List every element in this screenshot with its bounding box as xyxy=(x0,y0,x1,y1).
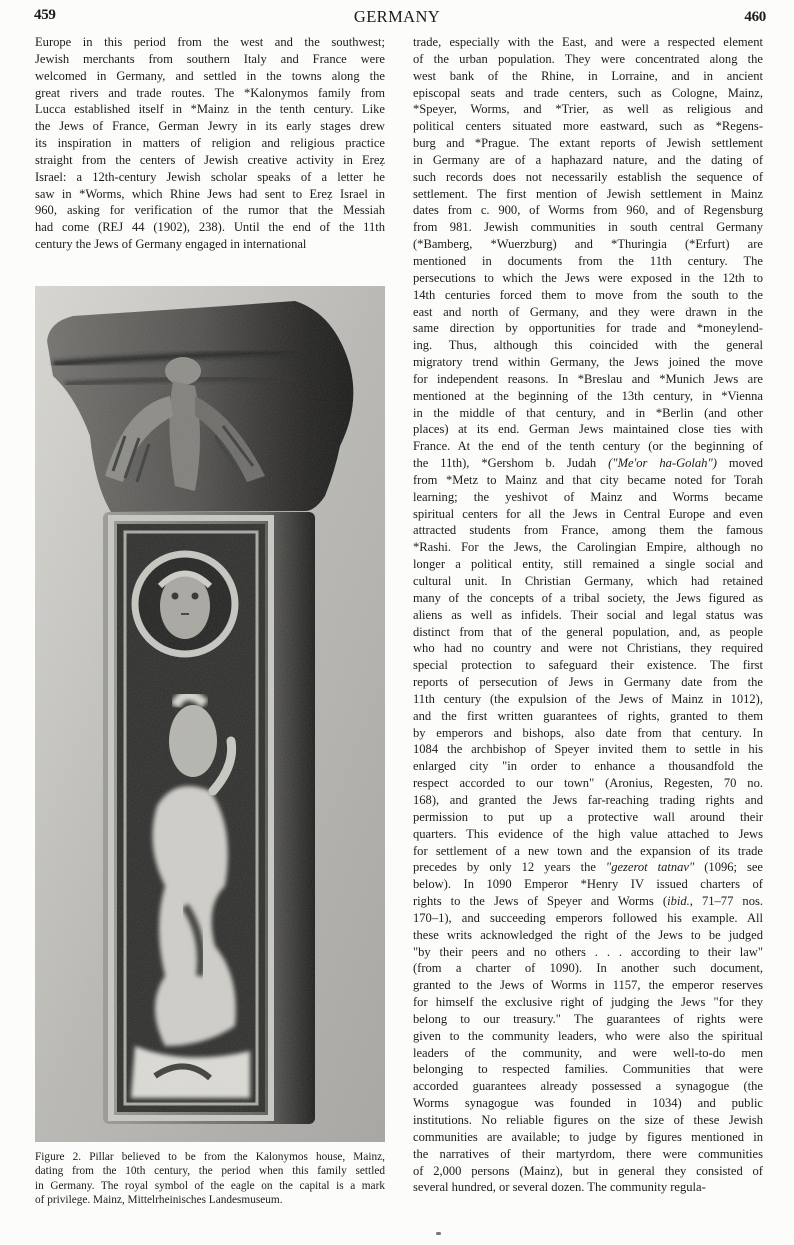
text-line: persecutions to which the Jews were exposed in the 12th to xyxy=(413,270,763,285)
text-line: learning; the yeshivot of Mainz and Worms became xyxy=(413,489,763,504)
text-line: spiritual centers for all the Jews in Central Europe and even xyxy=(413,506,763,521)
text-line: for himself the exclusive right of judging the Jews "for they xyxy=(413,995,763,1010)
text-line: west bank of the Rhine, in Lorraine, and in ancient xyxy=(413,68,763,83)
text-line: 1084 the archbishop of Speyer invited them to settle in his xyxy=(413,742,763,757)
text-line: (*Bamberg, *Wuerzburg) and *Thuringia (*Erfurt) are xyxy=(413,237,763,252)
text-line: reports of persecution of Jews in Germany date from the xyxy=(413,675,763,690)
text-line: dates from c. 900, of Worms from 960, and of Regensburg xyxy=(413,203,763,218)
text-line: saw in *Worms, which Rhine Jews had sent to Ereẓ Israel in xyxy=(35,186,385,201)
text-line: in Germany are of a haphazard nature, and the dating of xyxy=(413,152,763,167)
text-line: of the urban population. They were concentrated along the xyxy=(413,51,763,66)
text-line: and the first written guarantees of rights, granted to them xyxy=(413,708,763,723)
left-column-text xyxy=(35,34,385,253)
text-line: episcopal seats and trade centers, such as Cologne, Mainz, xyxy=(413,85,763,100)
text-line: enlarged city "in order to enhance a thousandfold the xyxy=(413,759,763,774)
text-line: "by their peers and no others . . . according to their law" xyxy=(413,944,763,959)
text-line: by emperors and bishops, also date from that century. In xyxy=(413,725,763,740)
text-line: granted to the Jews of Worms in 1157, the emperor reserves xyxy=(413,978,763,993)
text-line: from 981. Jewish communities in south central Germany xyxy=(413,220,763,235)
right-page-number: 460 xyxy=(744,9,766,25)
text-line: leaders of the community, and were well-to-do men xyxy=(413,1045,763,1060)
text-line: many of the concepts of a tribal society, the Jews figured as xyxy=(413,590,763,605)
text-line: century the Jews of Germany engaged in international xyxy=(35,237,307,252)
text-line: cultural unit. In Christian Germany, which had retained xyxy=(413,574,763,588)
print-speck xyxy=(436,1232,441,1235)
text-line: *Rashi. For the Jews, the Carolingian Empire, although no xyxy=(413,540,763,555)
text-line: France. At the end of the tenth century (or the beginning of xyxy=(413,439,763,454)
text-line: *Speyer, Worms, and *Trier, as well as religious and xyxy=(413,102,763,117)
text-line: the Jews of France, German Jewry in its early stages drew xyxy=(35,119,385,134)
text-line: respect accorded to our town" (Aronius, Regesten, 70 no. xyxy=(413,776,763,791)
text-line: 11th century (the expulsion of the Jews of Mainz in 1012), xyxy=(413,691,763,706)
text-line: aliens as well as infidels. Their social and legal status was xyxy=(413,607,763,622)
text-line: its inspiration in matters of religion and religious practice xyxy=(35,136,385,151)
text-line: in the middle of that century, and in *Berlin (and other xyxy=(413,405,763,420)
text-line: Jewish merchants from southern Italy and France were xyxy=(35,51,385,66)
text-line: Lucca established itself in *Mainz in the tenth century. Like xyxy=(35,102,385,117)
text-line: institutions. No reliable figures on the size of these Jewish xyxy=(413,1113,763,1127)
right-column-text xyxy=(413,34,763,1196)
text-line: special protection to safeguard their existence. The first xyxy=(413,658,763,673)
text-line: belonging to respected families. Communities that were xyxy=(413,1062,763,1077)
text-line: 168), and granted the Jews far-reaching trading rights and xyxy=(413,792,763,807)
text-line: Worms synagogue was founded in 1034) and public xyxy=(413,1096,763,1111)
text-line: 960, asking for verification of the rumor that the Messiah xyxy=(35,203,385,218)
text-line: longer a political entity, still remained a single social and xyxy=(413,557,763,572)
text-line: given to the community leaders, who were also the spiritual xyxy=(413,1028,763,1043)
figure-caption xyxy=(35,1150,385,1207)
text-line: who had no country and were not Christians, they required xyxy=(413,641,763,656)
text-line: Europe in this period from the west and the southwest; xyxy=(35,35,385,49)
text-line: permission to put up a protective wall around their xyxy=(413,809,763,824)
text-line: of privilege. Mainz, Mittelrheinisches Landesmuseum. xyxy=(35,1193,283,1206)
text-line: 170–1), and succeeding emperors followed his example. All xyxy=(413,910,763,925)
text-line: of 2,000 persons (Mainz), but in general they consisted of xyxy=(413,1163,763,1178)
text-line: attracted students from France, among them the famous xyxy=(413,523,763,538)
text-line: such records does not necessarily establish the sequence of xyxy=(413,169,763,184)
text-line: communities are available; to judge by figures mentioned in xyxy=(413,1129,763,1144)
text-line: for independent reasons. In *Breslau and *Munich Jews are xyxy=(413,371,763,386)
left-page-number: 459 xyxy=(34,7,56,23)
text-line: burg and *Prague. The extant reports of Jewish settlement xyxy=(413,136,763,151)
text-line: precedes by only 12 years the "gezerot tatnav" (1096; see xyxy=(413,860,763,875)
text-line: rights to the Jews of Speyer and Worms (ibid., 71–77 nos. xyxy=(413,894,764,909)
text-line: 14th centuries forced them to move from the south to the xyxy=(413,287,763,302)
figure-pillar xyxy=(35,286,385,1142)
text-line: same direction by opportunities for trade and *moneylend- xyxy=(413,321,763,336)
text-line: settlement. The first mention of Jewish settlement in Mainz xyxy=(413,186,763,201)
text-line: mentioned at the beginning of the 13th century, in *Vienna xyxy=(413,388,763,403)
text-line: political centers situated more eastward, such as *Regens- xyxy=(413,119,763,134)
text-line: east and north of Germany, and they were drawn in the xyxy=(413,304,763,319)
text-line: these writs acknowledged the right of the Jews to be judged xyxy=(413,927,763,942)
text-line: accorded guarantees already possessed a synagogue (the xyxy=(413,1079,763,1094)
text-line: dating from the 10th century, the period when this family settled xyxy=(35,1165,385,1178)
text-line: belong to our treasury." The guarantees of rights were xyxy=(413,1011,763,1026)
running-head-title: GERMANY xyxy=(353,7,441,26)
text-line: below). In 1090 Emperor *Henry IV issued charters of xyxy=(413,877,763,892)
text-line: trade, especially with the East, and were a respected element xyxy=(413,35,763,49)
text-line: places) at its end. German Jews maintained close ties with xyxy=(413,422,763,437)
text-line: for settlement of a new town and the expansion of its trade xyxy=(413,843,763,858)
text-line: the 11th), *Gershom b. Judah ("Me'or ha-Golah") moved xyxy=(413,456,764,471)
text-line: (from a charter of 1090). In another such document, xyxy=(413,961,763,976)
text-line: quarters. This evidence of the high value attached to Jews xyxy=(413,826,763,841)
running-head xyxy=(0,4,794,28)
text-line: mentioned in documents from the 11th century. The xyxy=(413,253,763,268)
text-line: had come (REJ 44 (1902), 238). Until the end of the 11th xyxy=(35,220,385,235)
text-line: migratory trend within Germany, the Jews joined the move xyxy=(413,355,763,370)
text-line: straight from the centers of Jewish creative activity in Ereẓ xyxy=(35,152,385,167)
text-line: welcomed in Germany, and settled in the towns along the xyxy=(35,68,385,83)
text-line: from *Metz to Mainz and that city became noted for Torah xyxy=(413,472,763,487)
pillar-photograph xyxy=(35,286,385,1142)
text-line: ing. Thus, although this coincided with the general xyxy=(413,338,763,353)
text-line: several hundred, or several dozen. The community regula- xyxy=(413,1180,706,1195)
text-line: great rivers and trade routes. The *Kalonymos family from xyxy=(35,85,385,100)
text-line: in Germany. The royal symbol of the eagle on the capital is a mark xyxy=(35,1179,385,1192)
text-line: distinct from that of the general population, and, as people xyxy=(413,624,763,639)
text-line: the narratives of their martyrdom, there were communities xyxy=(413,1146,763,1161)
text-line: Figure 2. Pillar believed to be from the Kalonymos house, Mainz, xyxy=(35,1151,385,1163)
text-line: Israel: a 12th-century Jewish scholar speaks of a letter he xyxy=(35,169,385,184)
